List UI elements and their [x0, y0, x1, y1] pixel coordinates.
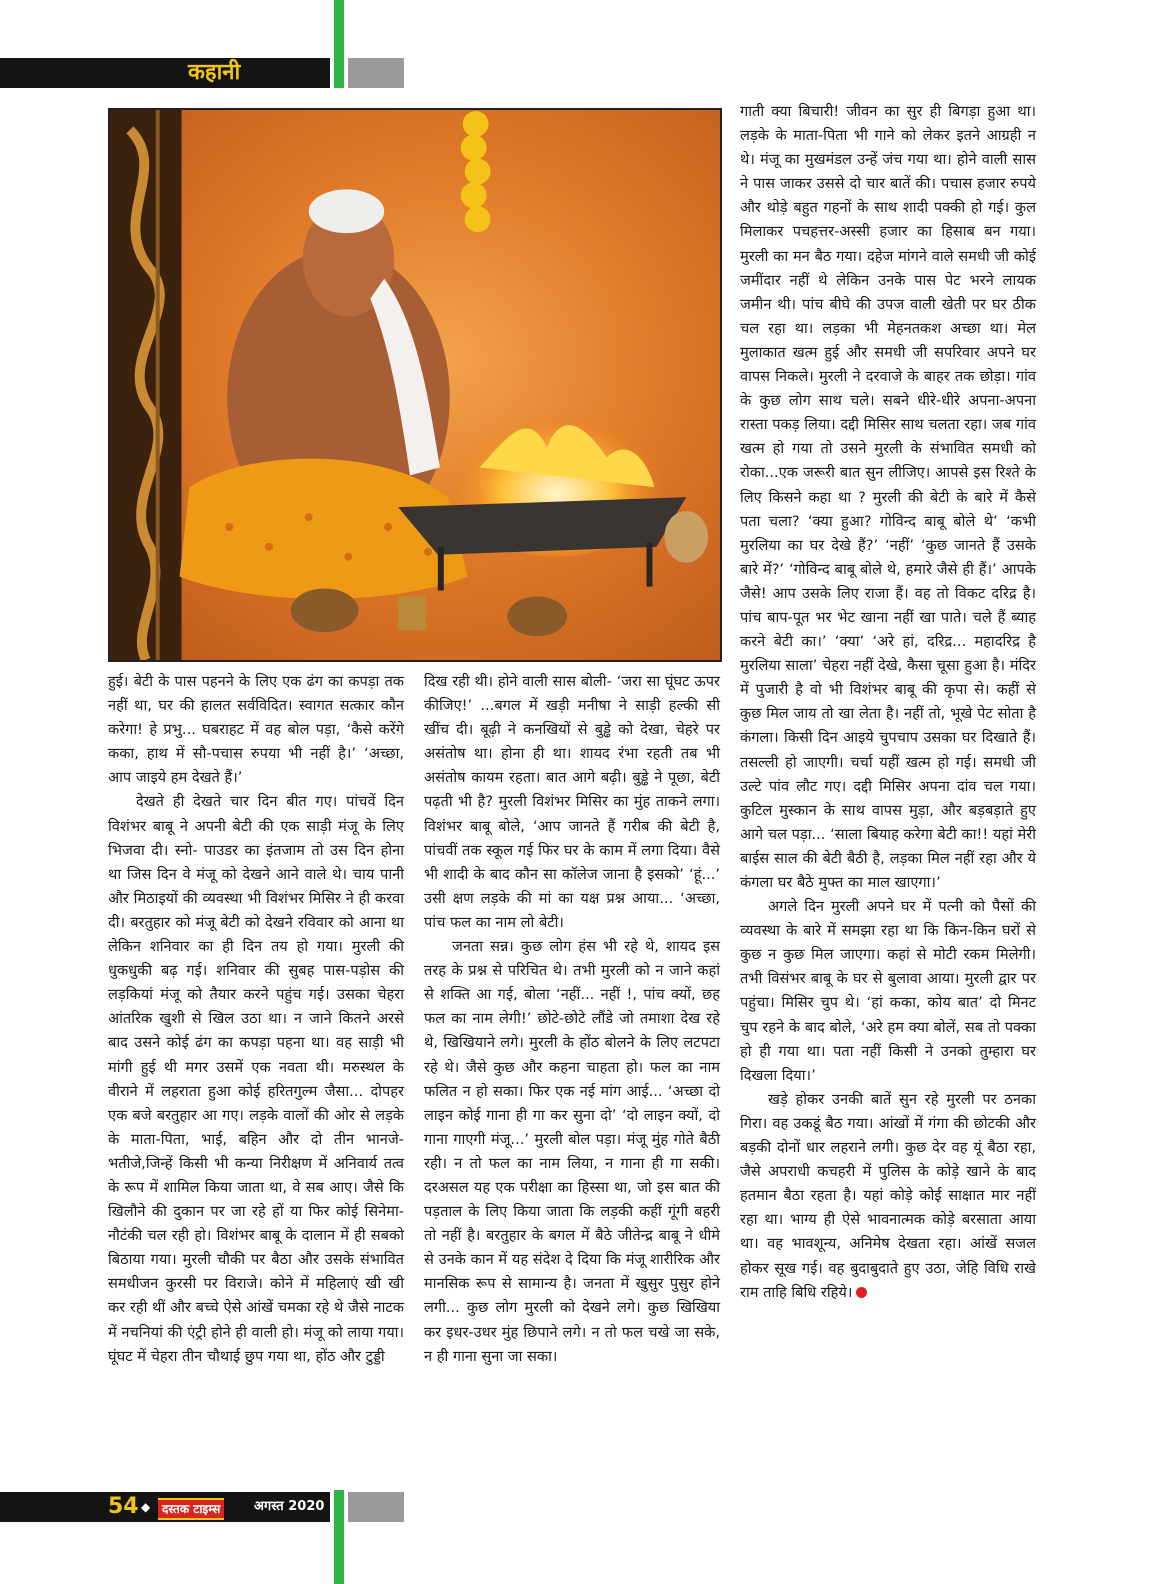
paragraph: गाती क्या बिचारी! जीवन का सुर ही बिगड़ा हुआ था। लड़के के माता-पिता भी गाने को लेकर इतने आग्रही न थे। मंजू का मुखमंडल उन्हें जंच गया था। होने वाली सास ने पास जाकर उससे दो चार बातें की। पचास हजार रुपये और थोड़े बहुत गहनों के साथ शादी पक्की हो गई। कुल मिलाकर पचहत्तर-अस्सी हजार का हिसाब बन गया। मुरली का मन बैठ गया। दहेज मांगने वाले समधी जी कोई जमींदार नहीं थे लेकिन उनके पास पेट भरने लायक जमीन थी। पांच बीघे की उपज वाली खेती पर घर ठीक चल रहा था। लड़का भी मेहनतकश अच्छा था। मेल मुलाकात खत्म हुई और समधी जी सपरिवार अपने घर वापस निकले। मुरली ने दरवाजे के बाहर तक छोड़ा। गांव के कुछ लोग साथ चले। सबने धीरे-धीरे अपना-अपना रास्ता पकड़ लिया। दद्दी मिसिर साथ चलता रहा। जब गांव खत्म हो गया तो उसने मुरली के संभावित समधी को रोका...एक जरूरी बात सुन लीजिए। आपसे इस रिश्ते के लिए किसने कहा था ? मुरली की बेटी के बारे में कैसे पता चला? ‘क्या हुआ? गोविन्द बाबू बोले थे’ ‘कभी मुरलिया का घर देखे हैं?’ ‘नहीं’ ‘कुछ जानते हैं उसके बारे में?’ ‘गोविन्द बाबू बोले थे, हमारे जैसे ही हैं।’ आपके जैसे! आप उसके लिए राजा हैं। वह तो विकट दरिद्र है। पांच बाप-पूत भर भेट खाना नहीं खा पाते। चले हैं ब्याह करने बेटी का।’ ‘क्या’ ‘अरे हां, दरिद्र... महादरिद्र है मुरलिया साला’ चेहरा नहीं देखे, कैसा चूसा हुआ है। मंदिर में पुजारी है वो भी विशंभर बाबू की कृपा से। कहीं से कुछ मिल जाय तो खा लेता है। नहीं तो, भूखे पेट सोता है कंगला। किसी दिन आइये चुपचाप उसका घर दिखाते हैं। तसल्ली हो जाएगी। चर्चा यहीं खत्म हो गई। समधी जी उल्टे पांव लौट गए। दद्दी मिसिर अपना दांव चल गया। कुटिल मुस्कान के साथ वापस मुड़ा, और बड़बड़ाते हुए आगे चल पड़ा... ‘साला बियाह करेगा बेटी का!! यहां मेरी बाईस साल की बेटी बैठी है, लड़का मिल नहीं रहा और ये कंगला घर बैठे मुफ्त का माल खाएगा।’: [740, 103, 1036, 891]
story-photo: [108, 108, 722, 662]
footer-gray-block: [348, 1492, 404, 1522]
paragraph: दिख रही थी। होने वाली सास बोली- ‘जरा सा घूंघट ऊपर कीजिए!’ ...बगल में खड़ी मनीषा ने साड़ी हल्की सी खींच दी। बूढ़ी ने कनखियों से बुड्ढे को देखा, चेहरे पर असंतोष था। होना ही था। शायद रंभा रहती तब भी असंतोष कायम रहता। बात आगे बढ़ी। बुड्ढे ने पूछा, बेटी पढ़ती भी है? मुरली विशंभर मिसिर का मुंह ताकने लगा। विशंभर बाबू बोले, ‘आप जानते हैं गरीब की बेटी है, पांचवीं तक स्कूल गई फिर घर के काम में लगा दिया। वैसे भी शादी के बाद कौन सा कॉलेज जाना है इसको’ ‘हूं...’ उसी क्षण लड़के की मां का यक्ष प्रश्न आया... ‘अच्छा, पांच फल का नाम लो बेटी।: [424, 673, 720, 931]
fire-ritual-photo: [110, 110, 720, 660]
paragraph: हुई। बेटी के पास पहनने के लिए एक ढंग का कपड़ा तक नहीं था, घर की हालत सर्वविदित। स्वागत सत्कार कौन करेगा! हे प्रभु... घबराहट में वह बोल पड़ा, ‘कैसे करेंगे कका, हाथ में सौ-पचास रुपया भी नहीं है।’ ‘अच्छा, आप जाइये हम देखते हैं।’: [108, 673, 404, 787]
paragraph: अगले दिन मुरली अपने घर में पत्नी को पैसों की व्यवस्था के बारे में समझा रहा था कि किन-किन घरों से कुछ न कुछ मिल जाएगा। कहां से मोटी रकम मिलेगी। तभी विसंभर बाबू के घर से बुलावा आया। मुरली द्वार पर पहुंचा। मिसिर चुप थे। ‘हां कका, कोय बात’ दो मिनट चुप रहने के बाद बोले, ‘अरे हम क्या बोलें, सब तो पक्का हो ही गया था। पता नहीं किसी ने उनको तुम्हारा घर दिखला दिया।’: [740, 898, 1036, 1084]
section-title: कहानी: [188, 60, 241, 85]
header-gray-block: [348, 58, 404, 88]
section-header-bar: [0, 58, 330, 88]
article-column-3: [740, 100, 1036, 1305]
footer-separator-icon: ◆: [141, 1500, 151, 1514]
article-column-2: [424, 670, 720, 1369]
magazine-logo: दस्तक टाइम्स: [158, 1498, 224, 1520]
story-end-dot-icon: [856, 1287, 867, 1298]
article-column-1: [108, 670, 404, 1369]
issue-date: अगस्त 2020: [254, 1499, 325, 1514]
paragraph: देखते ही देखते चार दिन बीत गए। पांचवें दिन विशंभर बाबू ने अपनी बेटी की एक साड़ी मंजू के लिए भिजवा दी। स्नो- पाउडर का इंतजाम तो उस दिन होना था जिस दिन वे मंजू को देखने आने वाले थे। चाय पानी और मिठाइयों की व्यवस्था भी विशंभर मिसिर ने ही करवा दी। बरतुहार को मंजू बेटी को देखने रविवार को आना था लेकिन शनिवार का ही दिन तय हो गया। मुरली की धुकधुकी बढ़ गई। शनिवार की सुबह पास-पड़ोस की लड़कियां मंजू को तैयार करने पहुंच गई। उसका चेहरा आंतरिक खुशी से खिल उठा था। न जाने कितने अरसे बाद उसने कोई ढंग का कपड़ा पहना था। वह साड़ी भी मांगी हुई थी मगर उसमें एक नवता थी। मरुस्थल के वीराने में लहराता हुआ कोई हरितगुल्म जैसा... दोपहर एक बजे बरतुहार आ गए। लड़के वालों की ओर से लड़के के माता-पिता, भाई, बहिन और दो तीन भानजे-भतीजे,जिन्हें किसी भी कन्या निरीक्षण में अनिवार्य तत्व के रूप में शामिल किया जाता था, वे सब आए। जैसे कि खिलौने की दुकान पर जा रहे हों या फिर कोई सिनेमा-नौटंकी चल रही हो। विशंभर बाबू के दालान में ही सबको बिठाया गया। मुरली चौकी पर बैठा और उसके संभावित समधीजन कुरसी पर विराजे। कोने में महिलाएं खी खी कर रही थीं और बच्चे ऐसे आंखें चमका रहे थे जैसे नाटक में नचनियां की एंट्री होने ही वाली हो। मंजू को लाया गया। घूंघट में चेहरा तीन चौथाई छुप गया था, होंठ और टुड्डी: [108, 793, 404, 1365]
paragraph: जनता सन्न। कुछ लोग हंस भी रहे थे, शायद इस तरह के प्रश्न से परिचित थे। तभी मुरली को न जाने कहां से शक्ति आ गई, बोला ‘नहीं... नहीं !, पांच क्यों, छह फल का नाम लेगी!’ छोटे-छोटे लौंडे जो तमाशा देख रहे थे, खिखियाने लगे। मुरली के होंठ बोलने के लिए लटपटा रहे थे। जैसे कुछ और कहना चाहता हो। फल का नाम फलित न हो सका। फिर एक नई मांग आई... ‘अच्छा दो लाइन कोई गाना ही गा कर सुना दो’ ‘दो लाइन क्यों, दो गाना गाएगी मंजू...’ मुरली बोल पड़ा। मंजू मुंह गोते बैठी रही। न तो फल का नाम लिया, न गाना ही गा सकी। दरअसल यह एक परीक्षा का हिस्सा था, जो इस बात की पड़ताल के लिए किया जाता कि लड़की कहीं गूंगी बहरी तो नहीं है। बरतुहार के बगल में बैठे जीतेन्द्र बाबू ने धीमे से उनके कान में यह संदेश दे दिया कि मंजू शारीरिक और मानसिक रूप से सामान्य है। जनता में खुसुर पुसुर होने लगी... कुछ लोग मुरली को देखने लगे। कुछ खिखिया कर इधर-उधर मुंह छिपाने लगे। न तो फल चखे जा सके, न ही गाना सुना जा सका।: [424, 938, 720, 1365]
paragraph-final: [740, 1088, 1036, 1305]
bottom-green-bar: [334, 1490, 344, 1584]
top-green-bar: [334, 0, 344, 88]
page-number: 54: [108, 1494, 139, 1519]
paragraph-final-text: खड़े होकर उनकी बातें सुन रहे मुरली पर ठनका गिरा। वह उकडूं बैठ गया। आंखों में गंगा की छोटकी और बड़की दोनों धार लहराने लगी। कुछ देर वह यूं बैठा रहा, जैसे अपराधी कचहरी में पुलिस के कोड़े खाने के बाद हतमान बैठा रहता है। यहां कोड़े कोई साक्षात मार नहीं रहा था। भाग्य ही ऐसे भावनात्मक कोड़े बरसाता आया था। वह भावशून्य, अनिमेष देखता रहा। आंखें सजल होकर सूख गई। वह बुदाबुदाते हुए उठा, जेहि विधि राखे राम ताहि बिधि रहिये।: [740, 1090, 1036, 1301]
